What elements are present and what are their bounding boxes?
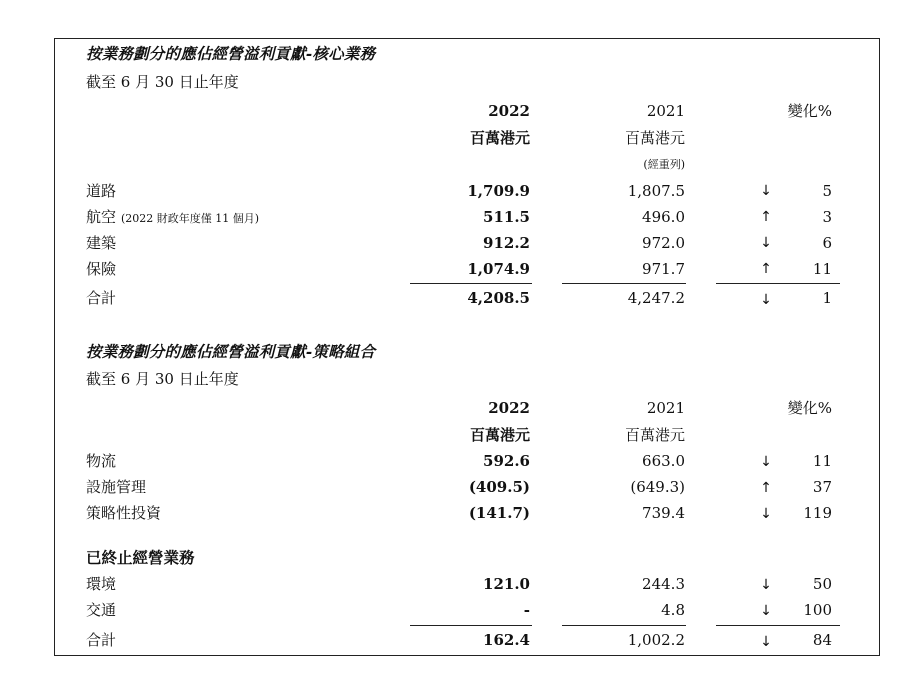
s1-row-pct: 11 bbox=[812, 260, 832, 278]
s2-row-arrow: ↑ bbox=[760, 480, 772, 496]
s1-unit-2022: 百萬港元 bbox=[469, 129, 530, 147]
s3-total-label: 合計 bbox=[86, 631, 117, 649]
s1-header-change: 變化% bbox=[787, 102, 832, 120]
s1-header-2021: 2021 bbox=[646, 102, 685, 120]
s1-row-arrow: ↑ bbox=[760, 209, 772, 225]
section1-subtitle: 截至 6 月 30 日止年度 bbox=[86, 73, 239, 91]
s1-header-2022: 2022 bbox=[488, 102, 530, 120]
s3-row-arrow: ↓ bbox=[760, 603, 772, 619]
s2-row-2022: (409.5) bbox=[468, 478, 530, 496]
s1-row-label: 建築 bbox=[86, 234, 117, 252]
s3-row-label: 環境 bbox=[86, 575, 117, 593]
s1-row-arrow: ↑ bbox=[760, 261, 772, 277]
s1-total-pct: 1 bbox=[822, 289, 832, 307]
s2-header-2022: 2022 bbox=[488, 399, 530, 417]
s1-row-2022: 912.2 bbox=[483, 234, 530, 252]
s2-row-arrow: ↓ bbox=[760, 506, 772, 522]
s2-header-2021: 2021 bbox=[646, 399, 685, 417]
s2-row-pct: 119 bbox=[803, 504, 832, 522]
section1-title: 按業務劃分的應佔經營溢利貢獻-核心業務 bbox=[86, 44, 376, 63]
s3-row-arrow: ↓ bbox=[760, 577, 772, 593]
s3-total-rule-2021 bbox=[562, 625, 686, 626]
s3-total-2021: 1,002.2 bbox=[627, 631, 685, 649]
s2-row-2021: (649.3) bbox=[630, 478, 685, 496]
s1-row-label: 航空 bbox=[86, 208, 117, 226]
s2-unit-2021: 百萬港元 bbox=[624, 426, 685, 444]
s1-row-label: 保險 bbox=[86, 260, 117, 278]
s1-row-label: 道路 bbox=[86, 182, 117, 200]
s2-row-pct: 37 bbox=[812, 478, 832, 496]
s3-total-arrow: ↓ bbox=[760, 634, 772, 650]
s1-restated-note: (經重列) bbox=[643, 158, 685, 171]
s1-row-2022: 1,709.9 bbox=[467, 182, 530, 200]
s2-row-pct: 11 bbox=[812, 452, 832, 470]
s1-row-pct: 3 bbox=[822, 208, 832, 226]
s3-row-pct: 50 bbox=[812, 575, 832, 593]
s2-row-label: 物流 bbox=[86, 452, 117, 470]
s3-total-rule-2022 bbox=[410, 625, 532, 626]
s1-row-2021: 972.0 bbox=[642, 234, 685, 252]
s1-total-2021: 4,247.2 bbox=[627, 289, 685, 307]
s1-row-arrow: ↓ bbox=[760, 183, 772, 199]
s2-row-2021: 663.0 bbox=[642, 452, 685, 470]
s2-row-label: 設施管理 bbox=[86, 478, 147, 496]
s1-row-2021: 971.7 bbox=[642, 260, 685, 278]
s2-header-change: 變化% bbox=[787, 399, 832, 417]
s1-row-pct: 6 bbox=[822, 234, 832, 252]
s1-total-label: 合計 bbox=[86, 289, 117, 307]
s2-row-arrow: ↓ bbox=[760, 454, 772, 470]
section2-title: 按業務劃分的應佔經營溢利貢獻-策略組合 bbox=[86, 342, 376, 361]
s1-row-2021: 1,807.5 bbox=[627, 182, 685, 200]
s1-total-arrow: ↓ bbox=[760, 292, 772, 308]
s3-row-pct: 100 bbox=[803, 601, 832, 619]
s2-unit-2022: 百萬港元 bbox=[469, 426, 530, 444]
s1-row-pct: 5 bbox=[822, 182, 832, 200]
s3-total-rule-change bbox=[716, 625, 840, 626]
s1-row-arrow: ↓ bbox=[760, 235, 772, 251]
section3-heading: 已終止經營業務 bbox=[86, 548, 195, 567]
s3-row-2021: 4.8 bbox=[661, 601, 685, 619]
s1-row-2021: 496.0 bbox=[642, 208, 685, 226]
s1-total-rule-change bbox=[716, 283, 840, 284]
s3-row-2022: - bbox=[523, 601, 530, 619]
s1-total-rule-2021 bbox=[562, 283, 686, 284]
s1-row-2022: 1,074.9 bbox=[467, 260, 530, 278]
s2-row-label: 策略性投資 bbox=[86, 504, 162, 522]
s3-row-label: 交通 bbox=[86, 601, 117, 619]
s3-row-2021: 244.3 bbox=[642, 575, 685, 593]
s3-total-pct: 84 bbox=[812, 631, 832, 649]
s1-row-note: (2022 財政年度僅 11 個月) bbox=[121, 212, 260, 225]
s1-unit-2021: 百萬港元 bbox=[624, 129, 685, 147]
s2-row-2022: (141.7) bbox=[468, 504, 530, 522]
s1-total-rule-2022 bbox=[410, 283, 532, 284]
s1-row-2022: 511.5 bbox=[483, 208, 530, 226]
s3-row-2022: 121.0 bbox=[483, 575, 530, 593]
s1-total-2022: 4,208.5 bbox=[467, 289, 530, 307]
section2-subtitle: 截至 6 月 30 日止年度 bbox=[86, 370, 239, 388]
s2-row-2021: 739.4 bbox=[642, 504, 685, 522]
s2-row-2022: 592.6 bbox=[483, 452, 530, 470]
s3-total-2022: 162.4 bbox=[483, 631, 530, 649]
